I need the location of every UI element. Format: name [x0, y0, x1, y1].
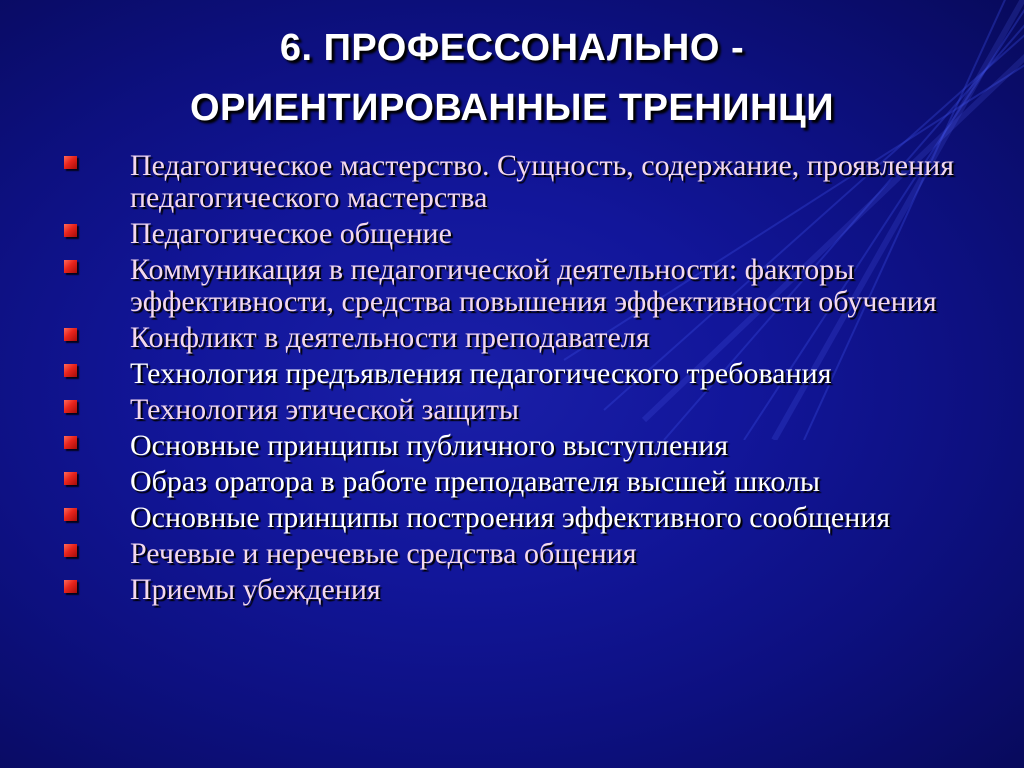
list-item-text: Образ оратора в работе преподавателя высшей школы — [130, 465, 821, 498]
list-item-text: Педагогическое общение — [130, 217, 452, 250]
list-item-text: Основные принципы построения эффективного сообщения — [130, 501, 891, 534]
list-item — [64, 150, 994, 214]
slide-title-line-2: ОРИЕНТИРОВАННЫЕ ТРЕНИНЦИ — [189, 87, 835, 129]
list-item — [64, 538, 994, 570]
slide-title-line-1: 6. ПРОФЕССОНАЛЬНО - — [279, 27, 745, 69]
list-item-text: Приемы убеждения — [130, 573, 381, 606]
topic-list — [64, 150, 994, 610]
list-item-text: Коммуникация в педагогической деятельности: факторы эффективности, средства повышения эффективности обучения — [130, 253, 937, 318]
list-item — [64, 466, 994, 498]
square-bullet-icon — [64, 580, 77, 593]
square-bullet-icon — [64, 260, 77, 273]
slide-title — [0, 18, 1024, 138]
list-item-text: Конфликт в деятельности преподавателя — [130, 321, 650, 354]
square-bullet-icon — [64, 436, 77, 449]
list-item — [64, 322, 994, 354]
list-item-text: Педагогическое мастерство. Сущность, содержание, проявления педагогического мастерства — [130, 149, 955, 214]
list-item-text: Технология предъявления педагогического требования — [130, 357, 832, 390]
square-bullet-icon — [64, 544, 77, 557]
list-item-text: Технология этической защиты — [130, 393, 520, 426]
square-bullet-icon — [64, 364, 77, 377]
list-item — [64, 574, 994, 606]
list-item — [64, 254, 994, 318]
list-item-text: Основные принципы публичного выступления — [130, 429, 729, 462]
list-item — [64, 358, 994, 390]
list-item — [64, 430, 994, 462]
list-item — [64, 502, 994, 534]
square-bullet-icon — [64, 400, 77, 413]
square-bullet-icon — [64, 472, 77, 485]
list-item-text: Речевые и неречевые средства общения — [130, 537, 637, 570]
square-bullet-icon — [64, 508, 77, 521]
square-bullet-icon — [64, 224, 77, 237]
list-item — [64, 394, 994, 426]
square-bullet-icon — [64, 328, 77, 341]
list-item — [64, 218, 994, 250]
square-bullet-icon — [64, 156, 77, 169]
